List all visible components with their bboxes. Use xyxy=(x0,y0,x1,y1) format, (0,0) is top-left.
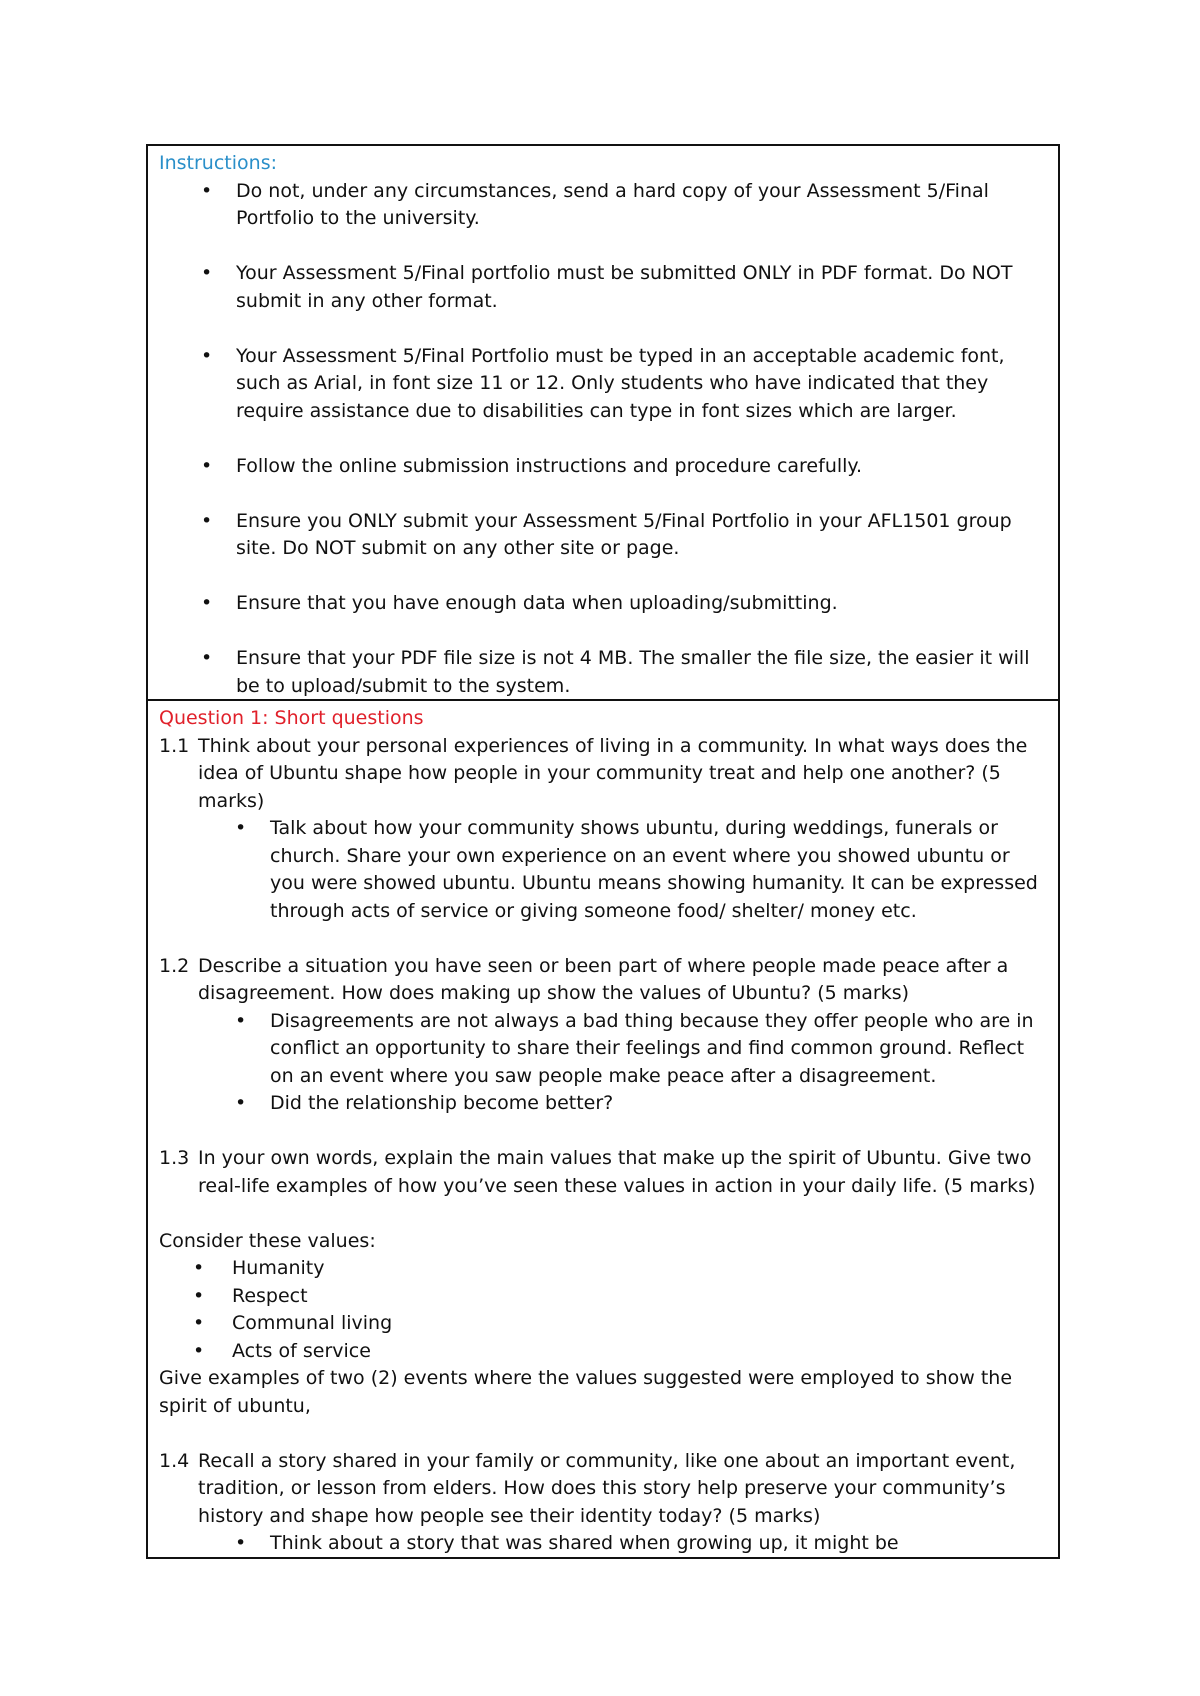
hint-item: • Did the relationship become better? xyxy=(198,1090,1048,1118)
instruction-item: • Ensure that you have enough data when uploading/submitting. xyxy=(159,590,1048,618)
question-number: 1.2 xyxy=(159,954,190,977)
value-item: • Respect xyxy=(159,1283,1048,1311)
value-item: • Acts of service xyxy=(159,1338,1048,1366)
instruction-item: • Your Assessment 5/Final Portfolio must be typed in an acceptable academic font, such as Arial, in font size 11 or 12. Only students who have indicated that they require assistance due to disabilities can type in font sizes which are larger. xyxy=(159,343,1048,426)
question-1-3 xyxy=(159,1145,1048,1200)
question-text: In your own words, explain the main values that make up the spirit of Ubuntu. Give two real-life examples of how you’ve seen these values in action in your daily life. (5 marks) xyxy=(198,1147,1036,1197)
hint-item: • Disagreements are not always a bad thing because they offer people who are in conflict an opportunity to share their feelings and find common ground. Reflect on an event where you saw people make peace after a disagreement. xyxy=(198,1008,1048,1091)
value-item: • Humanity xyxy=(159,1255,1048,1283)
instruction-item: • Do not, under any circumstances, send a hard copy of your Assessment 5/Final Portfolio to the university. xyxy=(159,178,1048,233)
question-box xyxy=(146,699,1060,1559)
question-1-4 xyxy=(159,1448,1048,1558)
hint-item: • Talk about how your community shows ubuntu, during weddings, funerals or church. Share your own experience on an event where you showed ubuntu or you were showed ubuntu. Ubuntu means showing humanity. It can be expressed through acts of service or giving someone food/ shelter/ money etc. xyxy=(198,815,1048,925)
instruction-item: • Ensure that your PDF file size is not 4 MB. The smaller the file size, the easier it will be to upload/submit to the system. xyxy=(159,645,1048,700)
examples-text: Give examples of two (2) events where the values suggested were employed to show the spirit of ubuntu, xyxy=(159,1367,1013,1417)
hint-list xyxy=(198,815,1048,925)
question-text: Think about your personal experiences of living in a community. In what ways does the idea of Ubuntu shape how people in your community treat and help one another? (5 marks) xyxy=(198,734,1028,812)
question-heading: Question 1: Short questions xyxy=(159,707,424,729)
hint-item: • Think about a story that was shared when growing up, it might be xyxy=(198,1530,1048,1558)
question-1-1 xyxy=(159,733,1048,926)
instructions-heading: Instructions: xyxy=(159,152,277,174)
instruction-item: • Your Assessment 5/Final portfolio must be submitted ONLY in PDF format. Do NOT submit in any other format. xyxy=(159,260,1048,315)
values-list xyxy=(159,1255,1048,1365)
question-text: Recall a story shared in your family or community, like one about an important event, tradition, or lesson from elders. How does this story help preserve your community’s history and shape how people see their identity today? (5 marks) xyxy=(198,1449,1016,1527)
hint-list xyxy=(198,1530,1048,1558)
hint-list xyxy=(198,1008,1048,1118)
instructions-list xyxy=(159,178,1048,701)
consider-label: Consider these values: xyxy=(159,1229,376,1252)
question-number: 1.1 xyxy=(159,734,190,757)
question-number: 1.4 xyxy=(159,1449,190,1472)
instruction-item: • Follow the online submission instructions and procedure carefully. xyxy=(159,453,1048,481)
instruction-item: • Ensure you ONLY submit your Assessment 5/Final Portfolio in your AFL1501 group site. Do NOT submit on any other site or page. xyxy=(159,508,1048,563)
question-number: 1.3 xyxy=(159,1147,190,1169)
question-1-2 xyxy=(159,953,1048,1118)
value-item: • Communal living xyxy=(159,1310,1048,1338)
question-text: Describe a situation you have seen or been part of where people made peace after a disagreement. How does making up show the values of Ubuntu? (5 marks) xyxy=(198,954,1009,1004)
instructions-box xyxy=(146,144,1060,701)
